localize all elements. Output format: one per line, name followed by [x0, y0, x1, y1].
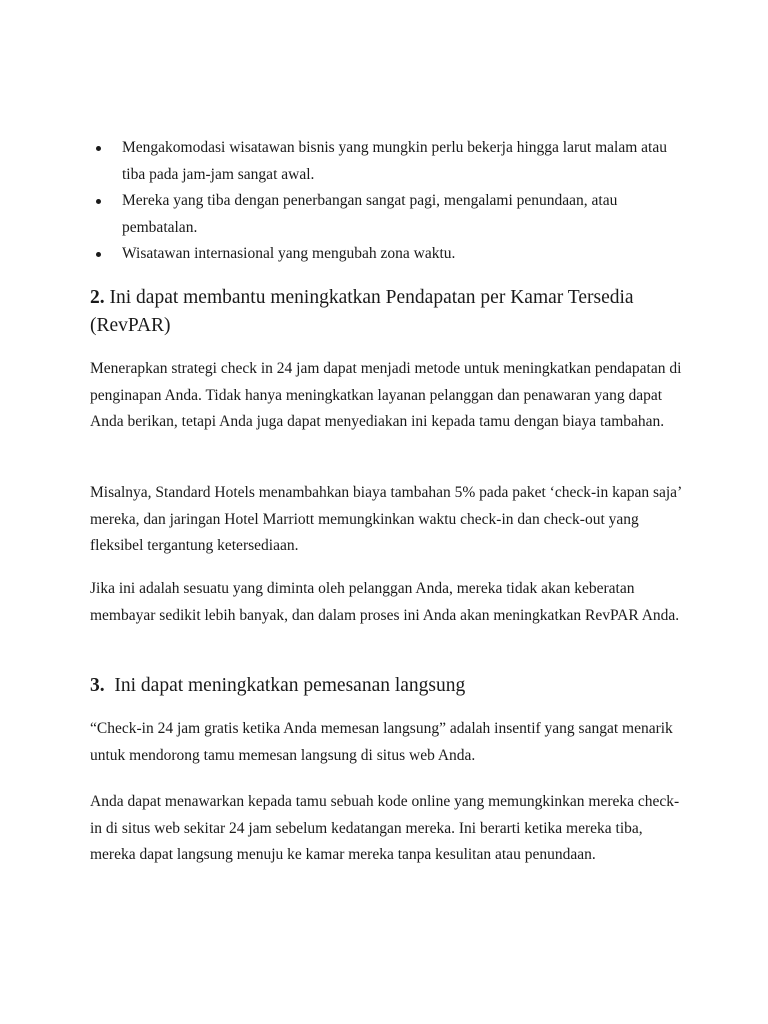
section-3-number: 3.	[90, 675, 105, 696]
paragraph: Menerapkan strategi check in 24 jam dapat menjadi metode untuk meningkatkan pendapatan di penginapan Anda. Tidak hanya meningkatkan layanan pelanggan dan penawaran yang dapat Anda berikan, tetapi Anda juga dapat menyediakan ini kepada tamu dengan biaya tambahan.	[90, 360, 682, 430]
list-item	[94, 188, 684, 241]
list-item	[94, 241, 684, 268]
paragraph: Anda dapat menawarkan kepada tamu sebuah kode online yang memungkinkan mereka check-in di situs web sekitar 24 jam sebelum kedatangan mereka. Ini berarti ketika mereka tiba, mereka dapat langsung menuju ke kamar mereka tanpa kesulitan atau penundaan.	[90, 793, 680, 863]
bullet-icon	[96, 146, 101, 151]
paragraph: Misalnya, Standard Hotels menambahkan biaya tambahan 5% pada paket ‘check-in kapan saja’ mereka, dan jaringan Hotel Marriott memungkinkan waktu check-in dan check-out yang fleksibel tergantung ketersediaan.	[90, 484, 682, 554]
section-3-heading	[90, 672, 690, 700]
section-3-title: Ini dapat meningkatkan pemesanan langsung	[104, 675, 466, 696]
paragraph: Jika ini adalah sesuatu yang diminta oleh pelanggan Anda, mereka tidak akan keberatan membayar sedikit lebih banyak, dan dalam proses ini Anda akan meningkatkan RevPAR Anda.	[90, 580, 680, 624]
list-item-text: Mengakomodasi wisatawan bisnis yang mungkin perlu bekerja hingga larut malam atau tiba pada jam-jam sangat awal.	[122, 139, 667, 183]
section-2-heading	[90, 284, 690, 340]
section-2-title: Ini dapat membantu meningkatkan Pendapatan per Kamar Tersedia (RevPAR)	[90, 287, 634, 336]
paragraph: “Check-in 24 jam gratis ketika Anda memesan langsung” adalah insentif yang sangat menarik untuk mendorong tamu memesan langsung di situs web Anda.	[90, 720, 673, 764]
bullet-icon	[96, 199, 101, 204]
bullet-icon	[96, 252, 101, 257]
list-item-text: Wisatawan internasional yang mengubah zona waktu.	[122, 245, 456, 262]
list-item	[94, 135, 684, 188]
bullet-list	[94, 135, 684, 268]
section-2-number: 2.	[90, 287, 105, 308]
list-item-text: Mereka yang tiba dengan penerbangan sangat pagi, mengalami penundaan, atau pembatalan.	[122, 192, 618, 236]
